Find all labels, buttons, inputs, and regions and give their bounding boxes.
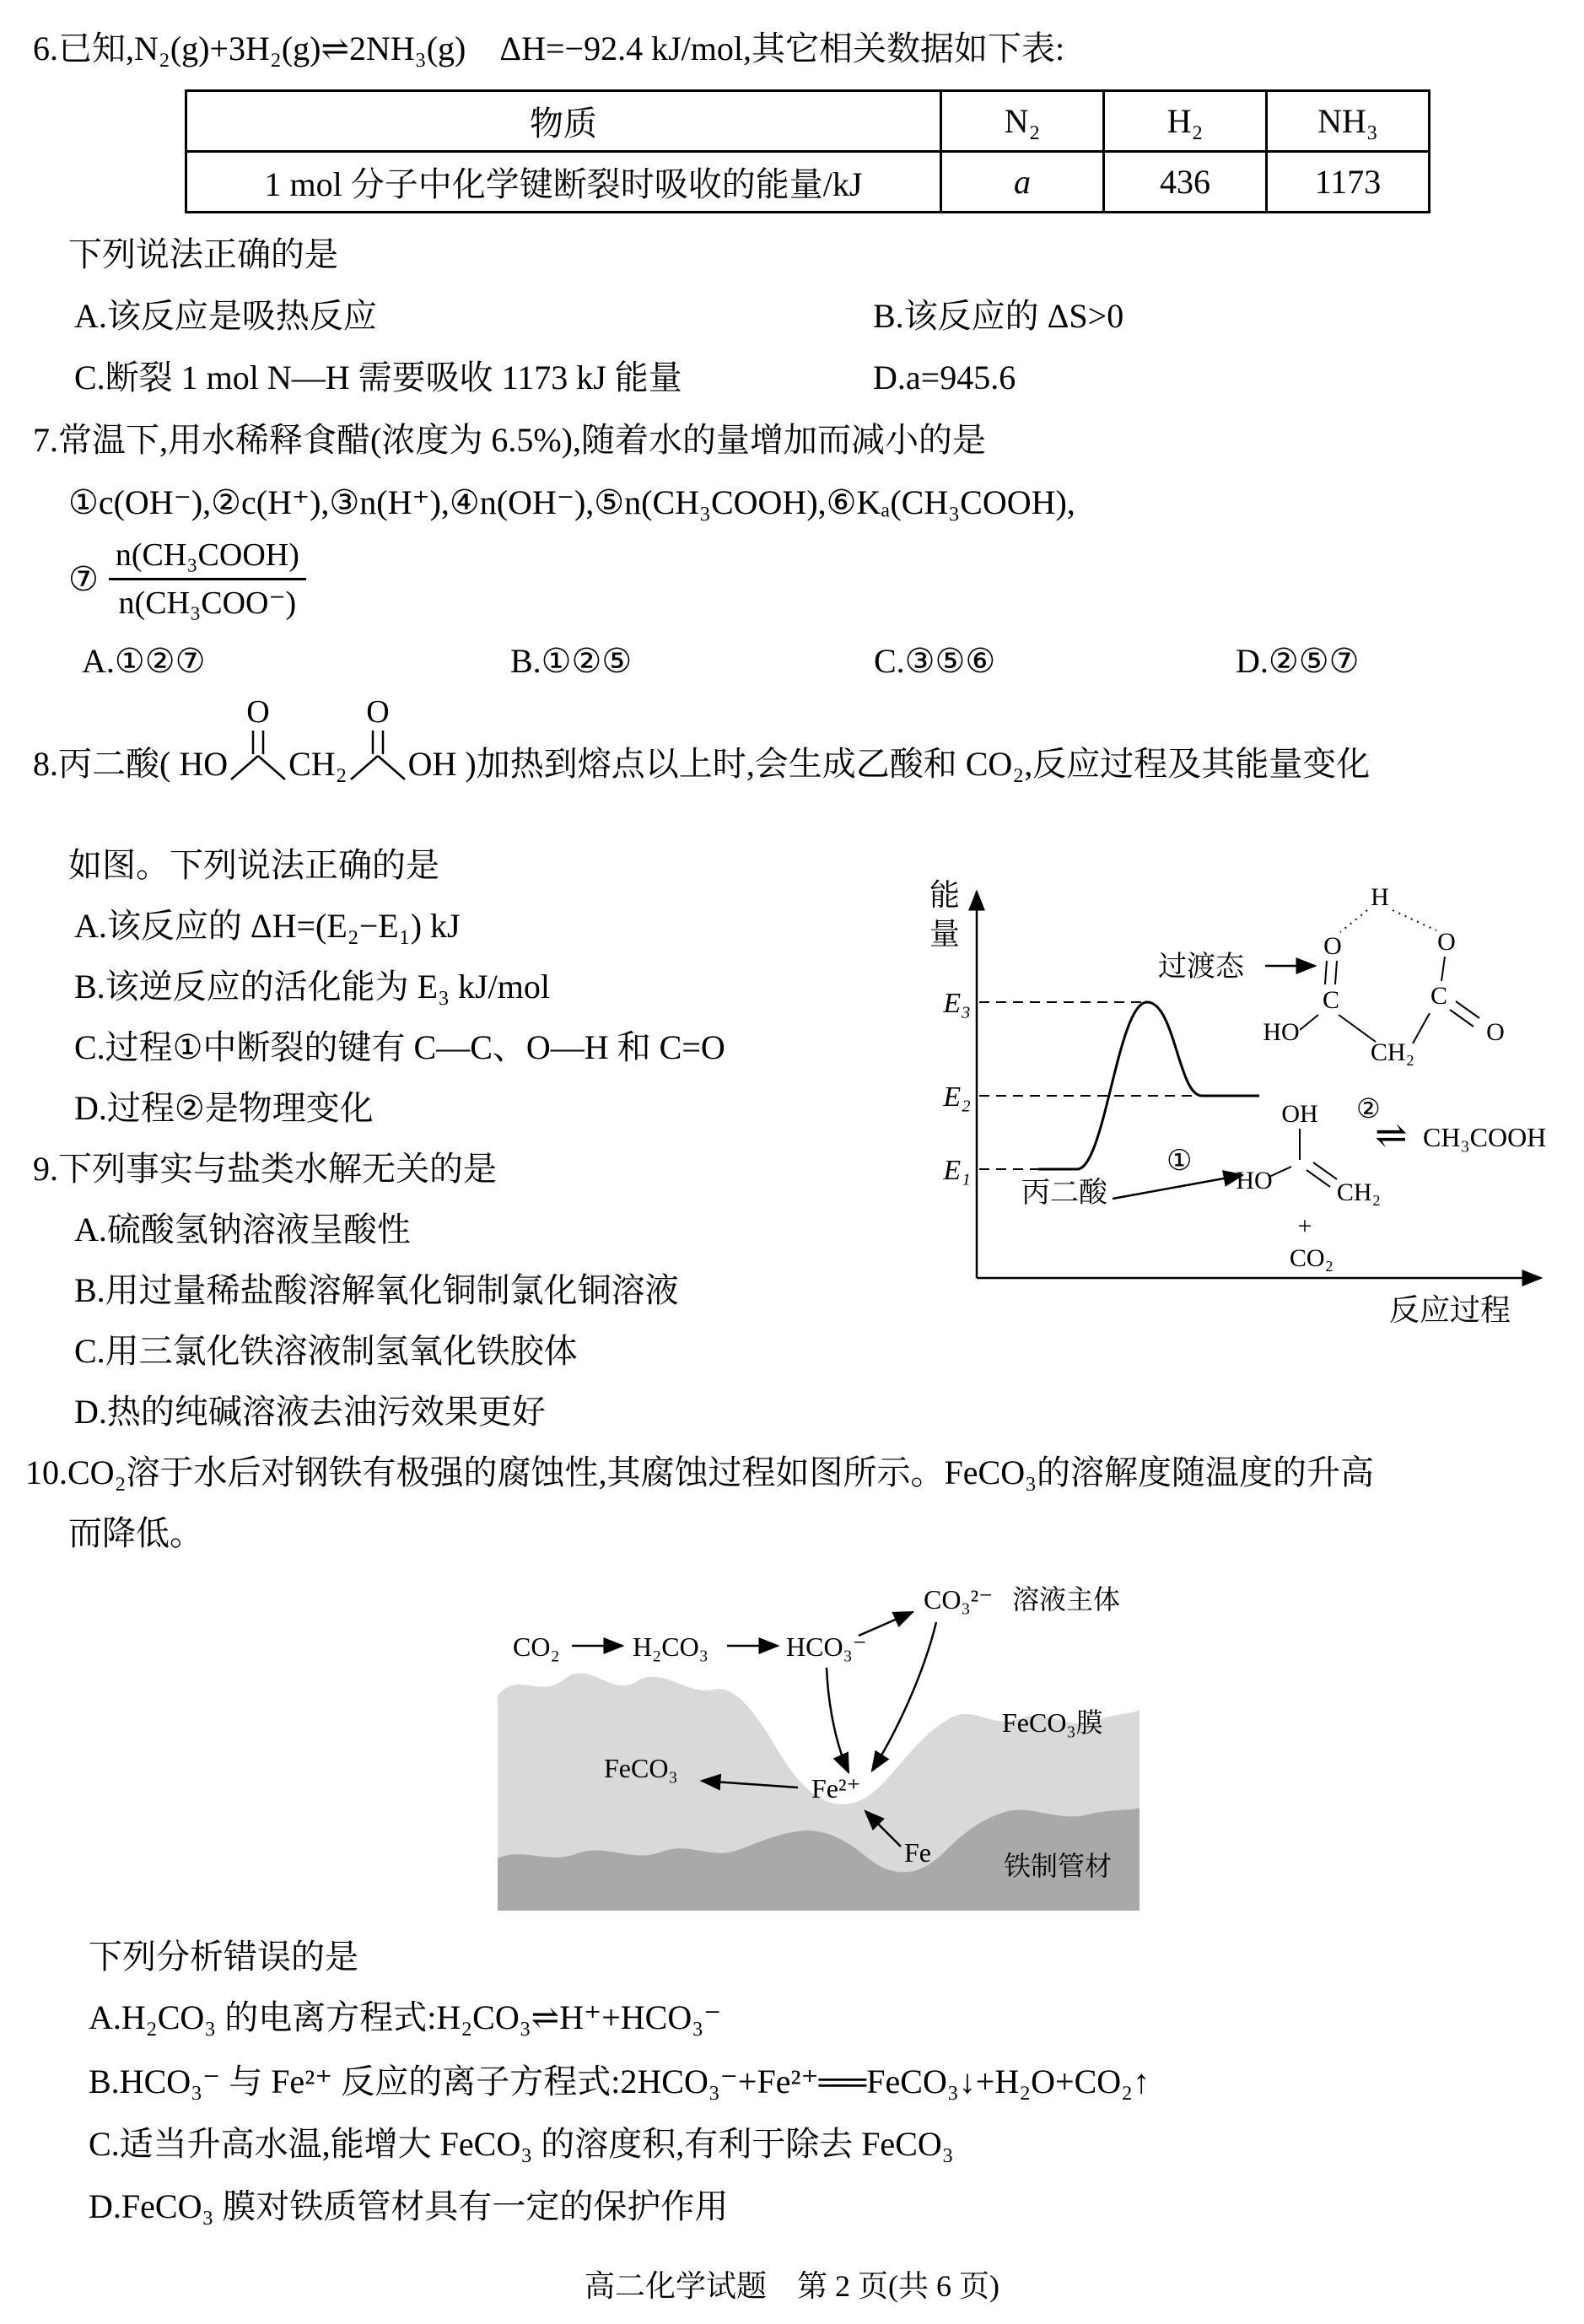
energy-axis-label: 能量 (929, 878, 960, 951)
q8-option-c: C.过程①中断裂的键有 C—C、O—H 和 C=O (74, 1028, 725, 1066)
q7-fraction-numerator: n(CH₃COOH) (109, 535, 306, 580)
carbonyl-bonds (351, 731, 405, 779)
reaction-progress-label: 反应过程 (1389, 1293, 1511, 1327)
q7-option-d: D.②⑤⑦ (1236, 642, 1360, 680)
q8-option-d: D.过程②是物理变化 (74, 1089, 374, 1127)
co3-label: CO₃²⁻ (924, 1584, 994, 1615)
step1-label: ① (1166, 1146, 1193, 1177)
ts-h: H (1371, 883, 1389, 911)
solution-bulk-label: 溶液主体 (1012, 1584, 1121, 1615)
q10-option-d: D.FeCO₃ 膜对铁质管材具有一定的保护作用 (89, 2187, 729, 2225)
q7-option-c: C.③⑤⑥ (874, 642, 996, 680)
iron-pipe-label: 铁制管材 (1004, 1851, 1113, 1881)
carbonyl-bonds (231, 731, 285, 779)
h2co3-label: H₂CO₃ (633, 1631, 708, 1662)
q6-table-header-n2: N₂ (941, 91, 1104, 152)
carbonyl-oxygen: O (365, 694, 390, 730)
q10-prompt: 下列分析错误的是 (89, 1938, 358, 1976)
q10-stem-line1: 10.CO₂溶于水后对钢铁有极强的腐蚀性,其腐蚀过程如图所示。FeCO₃的溶解度随温度的升高 (25, 1453, 1375, 1491)
malonic-acid-carbonyl-right (348, 693, 408, 788)
ts-ch2: CH₂ (1370, 1038, 1415, 1066)
co2-label: CO₂ (1289, 1244, 1334, 1272)
reaction-energy-curve (1038, 1002, 1259, 1169)
q8-stem-ch2: CH₂ (288, 745, 348, 783)
q7-item7-number: ⑦ (68, 559, 99, 598)
q6-option-b: B.该反应的 ΔS>0 (873, 297, 1124, 335)
q6-table (185, 89, 1430, 213)
transition-state-label: 过渡态 (1158, 952, 1244, 983)
q7-fraction (109, 535, 306, 623)
q9-option-a: A.硫酸氢钠溶液呈酸性 (74, 1211, 411, 1248)
ts-c-left: C (1322, 986, 1340, 1014)
malonic-acid-carbonyl-left (228, 693, 288, 788)
q7-items: ①c(OH⁻),②c(H⁺),③n(H⁺),④n(OH⁻),⑤n(CH₃COOH),⑥Kₐ(CH₃COOH), (68, 483, 1075, 521)
q8-stem-suffix: OH )加热到熔点以上时,会生成乙酸和 CO₂,反应过程及其能量变化 (407, 745, 1371, 783)
ts-c-right: C (1430, 982, 1448, 1010)
page-footer: 高二化学试题 第 2 页(共 6 页) (585, 2269, 999, 2303)
q8-stem-line2: 如图。下列说法正确的是 (68, 846, 439, 884)
q6-table-header-nh3: NH₃ (1267, 91, 1430, 152)
label-e1: E₁ (943, 1155, 971, 1186)
enol-ho: HO (1236, 1167, 1273, 1194)
q9-option-c: C.用三氯化铁溶液制氢氧化铁胶体 (74, 1332, 578, 1370)
enol-bonds (1269, 1129, 1337, 1187)
q10-option-b: B.HCO₃⁻ 与 Fe²⁺ 反应的离子方程式:2HCO₃⁻+Fe²⁺══FeCO₃↓+H₂O+CO₂↑ (89, 2062, 1150, 2100)
hydrogen-bonds (1340, 910, 1436, 932)
label-e3: E₃ (943, 988, 971, 1019)
acetic-acid-label: CH₃COOH (1423, 1122, 1547, 1152)
q10-option-a: A.H₂CO₃ 的电离方程式:H₂CO₃⇌H⁺+HCO₃⁻ (89, 1998, 722, 2036)
ts-o-left: O (1323, 932, 1342, 960)
plus-sign: + (1297, 1212, 1312, 1240)
q6-table-header-row (186, 91, 1430, 152)
corrosion-diagram (498, 1565, 1299, 1919)
energy-level-labels (942, 988, 971, 1186)
q6-option-a: A.该反应是吸热反应 (74, 297, 377, 335)
hco3-label: HCO₃⁻ (786, 1631, 867, 1662)
reactant-label: 丙二酸 (1021, 1178, 1107, 1209)
energy-level-dashes (979, 1002, 1195, 1169)
q7-option-a: A.①②⑦ (82, 642, 206, 680)
enol-ch2: CH₂ (1336, 1178, 1382, 1206)
q6-table-value-h2: 436 (1104, 152, 1267, 213)
q6-table-row-label: 1 mol 分子中化学键断裂时吸收的能量/kJ (186, 152, 941, 213)
q10-option-c: C.适当升高水温,能增大 FeCO₃ 的溶度积,有利于除去 FeCO₃ (89, 2125, 954, 2163)
q6-table-data-row (186, 152, 1430, 213)
q7-item7 (68, 535, 306, 623)
q6-table-value-nh3: 1173 (1267, 152, 1430, 213)
fe2-label: Fe²⁺ (811, 1773, 861, 1804)
label-e2: E₂ (943, 1081, 971, 1113)
ts-bonds-upper (1325, 957, 1445, 984)
q6-table-value-n2: a (941, 152, 1104, 213)
ts-o-end: O (1486, 1018, 1505, 1046)
axes (977, 892, 1541, 1278)
q7-fraction-denominator: n(CH₃COO⁻) (118, 585, 297, 621)
ts-ho: HO (1263, 1018, 1300, 1046)
energy-diagram (915, 865, 1581, 1337)
fe-label: Fe (904, 1837, 931, 1868)
equilibrium-arrow: ⇌ (1375, 1113, 1408, 1157)
q10-stem-line2: 而降低。 (68, 1514, 203, 1552)
transition-state-structure (1263, 883, 1505, 1066)
q8-stem-prefix: 8.丙二酸( HO (33, 745, 229, 783)
q8-option-b: B.该逆反应的活化能为 E₃ kJ/mol (74, 968, 550, 1006)
ts-o-right: O (1437, 928, 1456, 956)
q8-option-a: A.该反应的 ΔH=(E₂−E₁) kJ (74, 907, 461, 945)
q7-stem: 7.常温下,用水稀释食醋(浓度为 6.5%),随着水的量增加而减小的是 (33, 421, 986, 459)
step2-label: ② (1356, 1093, 1381, 1124)
q6-table-header-h2: H₂ (1104, 91, 1267, 152)
feco3-label: FeCO₃ (604, 1753, 678, 1783)
q7-option-b: B.①②⑤ (510, 642, 633, 680)
step1-arrow (1113, 1175, 1242, 1199)
q6-stem: 6.已知,N₂(g)+3H₂(g)⇌2NH₃(g) ΔH=−92.4 kJ/mol,其它相关数据如下表: (33, 30, 1065, 67)
feco3-film-label: FeCO₃膜 (1002, 1707, 1103, 1738)
co2-label: CO₂ (513, 1631, 560, 1662)
q6-option-d: D.a=945.6 (873, 359, 1016, 396)
q9-option-b: B.用过量稀盐酸溶解氧化铜制氯化铜溶液 (74, 1271, 679, 1309)
q6-option-c: C.断裂 1 mol N—H 需要吸收 1173 kJ 能量 (74, 359, 682, 396)
enol-oh: OH (1281, 1100, 1318, 1128)
q9-option-d: D.热的纯碱溶液去油污效果更好 (74, 1393, 546, 1431)
q6-table-header-substance: 物质 (186, 91, 941, 152)
q9-stem: 9.下列事实与盐类水解无关的是 (33, 1150, 497, 1188)
carbonyl-oxygen: O (246, 694, 270, 730)
enol-intermediate (1236, 1100, 1381, 1272)
q6-prompt: 下列说法正确的是 (68, 235, 338, 273)
q8-stem (33, 693, 1370, 788)
